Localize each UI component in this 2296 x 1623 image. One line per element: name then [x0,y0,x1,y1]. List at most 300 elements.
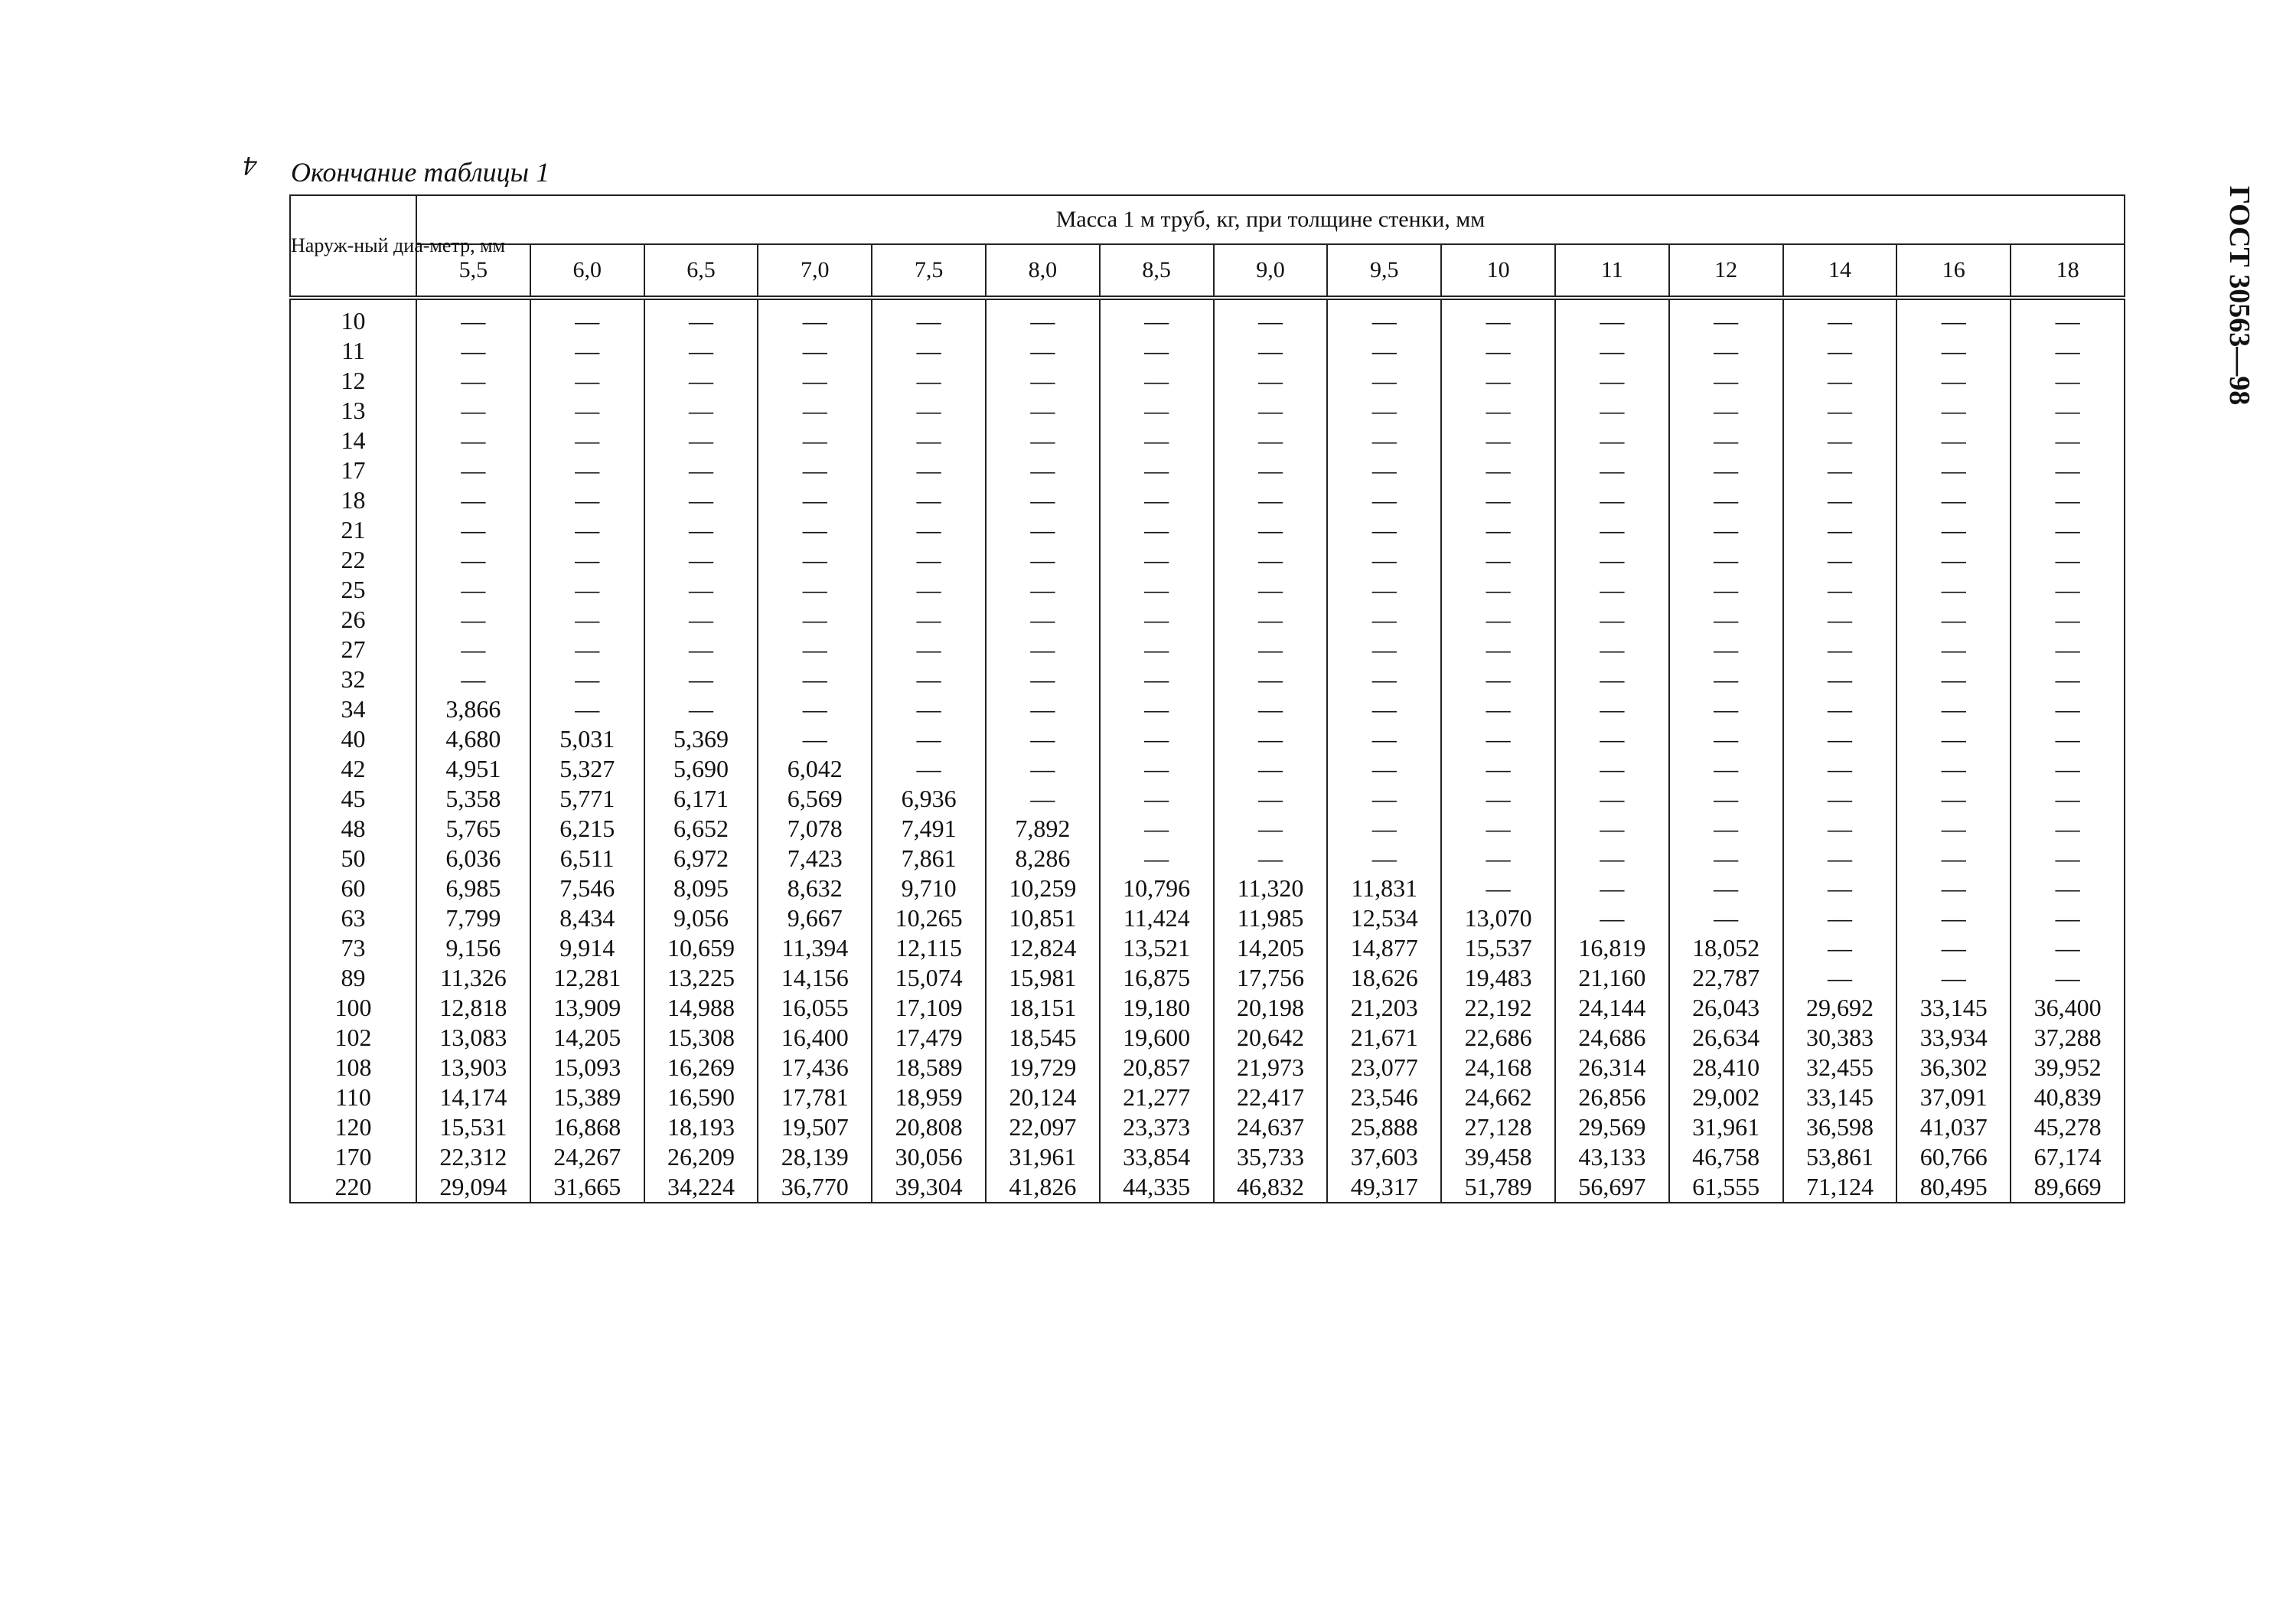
mass-cell: 60,766 [1896,1142,2011,1172]
mass-cell: — [758,575,872,605]
mass-cell: 14,205 [1214,933,1328,963]
mass-cell: 21,160 [1555,963,1669,993]
mass-cell: — [986,515,1100,545]
mass-cell: — [758,426,872,456]
mass-cell: — [644,396,758,426]
mass-cell: 28,410 [1669,1053,1783,1083]
mass-cell: — [530,426,644,456]
mass-cell: 13,070 [1441,903,1555,933]
mass-cell: 43,133 [1555,1142,1669,1172]
diameter-cell: 63 [290,903,416,933]
mass-cell: — [1100,844,1214,874]
mass-cell: — [986,635,1100,665]
thickness-header: 5,5 [416,244,530,298]
mass-cell: — [644,366,758,396]
mass-cell: — [1441,635,1555,665]
mass-cell: 25,888 [1327,1112,1441,1142]
mass-cell: 7,799 [416,903,530,933]
mass-cell: 17,479 [872,1023,986,1053]
mass-cell: 9,056 [644,903,758,933]
mass-cell: 24,686 [1555,1023,1669,1053]
mass-cell: — [1669,724,1783,754]
mass-cell: — [1100,336,1214,366]
thickness-header: 8,5 [1100,244,1214,298]
pipe-mass-table [289,194,2125,1203]
table-row [290,426,2125,456]
mass-cell: — [1783,963,1897,993]
mass-cell: — [1555,724,1669,754]
mass-cell: — [872,485,986,515]
mass-cell: — [758,605,872,635]
mass-cell: 8,286 [986,844,1100,874]
mass-cell: — [2011,814,2125,844]
mass-cell: — [530,366,644,396]
mass-cell: — [1783,724,1897,754]
mass-cell: 41,826 [986,1172,1100,1203]
mass-cell: — [1214,336,1328,366]
mass-cell: — [1896,694,2011,724]
thickness-header: 11 [1555,244,1669,298]
mass-cell: 53,861 [1783,1142,1897,1172]
mass-cell: 9,667 [758,903,872,933]
mass-cell: — [1441,844,1555,874]
mass-cell: — [1214,754,1328,784]
table-body [290,298,2125,1203]
mass-cell: — [1214,844,1328,874]
mass-cell: 7,892 [986,814,1100,844]
mass-cell: — [1783,336,1897,366]
mass-cell: — [644,635,758,665]
mass-cell: — [1214,456,1328,485]
mass-cell: 10,659 [644,933,758,963]
mass-cell: 15,537 [1441,933,1555,963]
mass-cell: — [1896,814,2011,844]
mass-cell: — [530,298,644,336]
mass-cell: — [1669,694,1783,724]
mass-cell: — [1669,396,1783,426]
diameter-cell: 48 [290,814,416,844]
mass-cell: 26,856 [1555,1083,1669,1112]
mass-cell: — [1327,426,1441,456]
diameter-cell: 100 [290,993,416,1023]
diameter-cell: 26 [290,605,416,635]
mass-cell: 4,680 [416,724,530,754]
mass-cell: — [1441,814,1555,844]
mass-cell: 29,002 [1669,1083,1783,1112]
mass-cell: — [2011,724,2125,754]
thickness-header: 9,0 [1214,244,1328,298]
mass-cell: 23,546 [1327,1083,1441,1112]
mass-cell: 13,083 [416,1023,530,1053]
mass-cell: 30,383 [1783,1023,1897,1053]
mass-cell: — [1669,814,1783,844]
mass-cell: — [1555,694,1669,724]
table-row [290,903,2125,933]
mass-cell: 18,959 [872,1083,986,1112]
table-row [290,754,2125,784]
mass-cell: — [644,605,758,635]
mass-cell: — [758,724,872,754]
mass-cell: — [1896,963,2011,993]
mass-cell: 33,145 [1783,1083,1897,1112]
mass-cell: 5,765 [416,814,530,844]
mass-cell: 20,198 [1214,993,1328,1023]
mass-cell: — [986,605,1100,635]
mass-cell: — [758,298,872,336]
diameter-cell: 108 [290,1053,416,1083]
mass-cell: — [1896,575,2011,605]
mass-cell: — [2011,754,2125,784]
mass-cell: 12,115 [872,933,986,963]
mass-cell: 11,320 [1214,874,1328,903]
mass-cell: — [416,665,530,694]
mass-cell: — [1214,635,1328,665]
mass-cell: — [1100,298,1214,336]
mass-cell: 5,369 [644,724,758,754]
mass-cell: 4,951 [416,754,530,784]
mass-cell: — [758,635,872,665]
mass-cell: — [758,485,872,515]
mass-cell: — [1783,366,1897,396]
thickness-header: 8,0 [986,244,1100,298]
mass-cell: — [1555,635,1669,665]
mass-cell: 24,144 [1555,993,1669,1023]
mass-cell: 18,052 [1669,933,1783,963]
mass-cell: — [416,515,530,545]
mass-cell: — [416,575,530,605]
mass-cell: — [1669,426,1783,456]
mass-cell: 7,861 [872,844,986,874]
mass-cell: — [1214,694,1328,724]
mass-cell: — [1441,724,1555,754]
mass-cell: 7,423 [758,844,872,874]
mass-cell: 26,634 [1669,1023,1783,1053]
mass-cell: 12,534 [1327,903,1441,933]
mass-cell: 36,302 [1896,1053,2011,1083]
thickness-header: 7,0 [758,244,872,298]
mass-cell: — [644,545,758,575]
mass-cell: — [1100,575,1214,605]
mass-cell: 7,546 [530,874,644,903]
mass-cell: — [986,298,1100,336]
mass-cell: — [530,456,644,485]
mass-cell: — [1783,456,1897,485]
mass-cell: — [1555,754,1669,784]
mass-cell: — [1214,665,1328,694]
mass-cell: 45,278 [2011,1112,2125,1142]
mass-cell: — [1327,485,1441,515]
mass-cell: — [1783,874,1897,903]
mass-cell: — [2011,903,2125,933]
mass-cell: — [530,665,644,694]
mass-cell: — [872,298,986,336]
mass-cell: — [986,784,1100,814]
mass-cell: — [2011,515,2125,545]
mass-cell: — [1214,605,1328,635]
table-row [290,665,2125,694]
mass-cell: — [1896,665,2011,694]
mass-cell: 15,308 [644,1023,758,1053]
mass-cell: — [1100,545,1214,575]
mass-cell: — [1441,396,1555,426]
mass-cell: — [2011,575,2125,605]
mass-cell: — [872,724,986,754]
mass-cell: — [1783,844,1897,874]
mass-cell: 40,839 [2011,1083,2125,1112]
mass-cell: 6,569 [758,784,872,814]
table-row [290,1023,2125,1053]
mass-cell: 39,952 [2011,1053,2125,1083]
mass-cell: 31,961 [986,1142,1100,1172]
mass-cell: 37,288 [2011,1023,2125,1053]
mass-cell: — [1555,366,1669,396]
thickness-header: 10 [1441,244,1555,298]
mass-cell: — [1441,754,1555,784]
header-row-thickness [290,244,2125,298]
mass-cell: 21,203 [1327,993,1441,1023]
mass-cell: — [1555,396,1669,426]
mass-cell: — [1327,844,1441,874]
mass-cell: — [1441,456,1555,485]
mass-cell: — [1555,575,1669,605]
mass-cell: 39,304 [872,1172,986,1203]
mass-cell: — [1783,298,1897,336]
mass-cell: — [986,665,1100,694]
diameter-cell: 40 [290,724,416,754]
mass-cell: 5,358 [416,784,530,814]
mass-group-header: Масса 1 м труб, кг, при толщине стенки, мм [416,195,2125,244]
mass-cell: 29,569 [1555,1112,1669,1142]
mass-cell: 16,875 [1100,963,1214,993]
mass-cell: — [1783,485,1897,515]
mass-cell: — [986,724,1100,754]
mass-cell: — [2011,933,2125,963]
mass-cell: — [1327,754,1441,784]
mass-cell: — [1214,485,1328,515]
mass-cell: 8,095 [644,874,758,903]
mass-cell: — [1100,754,1214,784]
mass-cell: 20,124 [986,1083,1100,1112]
mass-cell: — [1783,694,1897,724]
mass-cell: — [1669,515,1783,545]
mass-cell: 51,789 [1441,1172,1555,1203]
mass-cell: 16,819 [1555,933,1669,963]
mass-cell: 15,093 [530,1053,644,1083]
mass-cell: — [644,694,758,724]
mass-cell: — [1327,545,1441,575]
mass-cell: — [872,605,986,635]
mass-cell: — [530,485,644,515]
thickness-header: 9,5 [1327,244,1441,298]
mass-cell: — [644,336,758,366]
mass-cell: — [2011,366,2125,396]
mass-cell: 22,312 [416,1142,530,1172]
mass-cell: — [1327,635,1441,665]
mass-cell: 5,771 [530,784,644,814]
mass-cell: — [1555,605,1669,635]
mass-cell: 8,632 [758,874,872,903]
mass-cell: 23,373 [1100,1112,1214,1142]
mass-cell: 16,868 [530,1112,644,1142]
mass-cell: 24,267 [530,1142,644,1172]
mass-cell: 11,831 [1327,874,1441,903]
table-row [290,844,2125,874]
mass-cell: — [1669,336,1783,366]
mass-cell: — [1669,456,1783,485]
mass-cell: — [1100,784,1214,814]
table-row [290,456,2125,485]
mass-cell: — [1783,515,1897,545]
mass-cell: — [1214,515,1328,545]
mass-cell: — [1555,298,1669,336]
mass-cell: 24,662 [1441,1083,1555,1112]
mass-cell: — [1783,754,1897,784]
mass-cell: 6,972 [644,844,758,874]
mass-cell: 16,590 [644,1083,758,1112]
mass-cell: 19,507 [758,1112,872,1142]
mass-cell: 16,400 [758,1023,872,1053]
mass-cell: 30,056 [872,1142,986,1172]
mass-cell: — [1327,515,1441,545]
table-row [290,635,2125,665]
mass-cell: — [1669,545,1783,575]
mass-cell: 13,903 [416,1053,530,1083]
mass-cell: 22,417 [1214,1083,1328,1112]
diameter-cell: 17 [290,456,416,485]
mass-cell: 49,317 [1327,1172,1441,1203]
mass-cell: 80,495 [1896,1172,2011,1203]
mass-cell: — [1669,635,1783,665]
mass-cell: — [1327,784,1441,814]
thickness-header: 18 [2011,244,2125,298]
mass-cell: 19,483 [1441,963,1555,993]
mass-cell: 36,770 [758,1172,872,1203]
mass-cell: — [1100,665,1214,694]
mass-cell: 18,626 [1327,963,1441,993]
mass-cell: — [416,456,530,485]
mass-cell: — [1896,366,2011,396]
mass-cell: — [1555,874,1669,903]
mass-cell: 3,866 [416,694,530,724]
mass-cell: — [1214,426,1328,456]
mass-cell: 12,281 [530,963,644,993]
thickness-header: 16 [1896,244,2011,298]
mass-cell: — [1100,366,1214,396]
mass-cell: — [644,515,758,545]
mass-cell: — [1214,298,1328,336]
mass-cell: — [644,665,758,694]
mass-cell: — [986,396,1100,426]
mass-cell: — [644,485,758,515]
mass-cell: 14,205 [530,1023,644,1053]
mass-cell: 6,511 [530,844,644,874]
mass-cell: — [1327,694,1441,724]
mass-cell: 17,756 [1214,963,1328,993]
mass-cell: — [1100,694,1214,724]
mass-cell: — [1100,515,1214,545]
mass-cell: — [1783,933,1897,963]
mass-cell: — [1896,298,2011,336]
table-row [290,1053,2125,1083]
diameter-cell: 89 [290,963,416,993]
mass-cell: 21,973 [1214,1053,1328,1083]
mass-cell: — [758,396,872,426]
mass-cell: — [872,665,986,694]
mass-cell: — [1783,396,1897,426]
mass-cell: 21,277 [1100,1083,1214,1112]
diameter-cell: 50 [290,844,416,874]
mass-cell: — [2011,298,2125,336]
mass-cell: 29,094 [416,1172,530,1203]
mass-cell: 56,697 [1555,1172,1669,1203]
mass-cell: — [1896,456,2011,485]
diameter-cell: 45 [290,784,416,814]
mass-cell: 24,637 [1214,1112,1328,1142]
mass-cell: — [2011,485,2125,515]
mass-cell: — [1100,724,1214,754]
mass-cell: — [872,575,986,605]
diameter-cell: 14 [290,426,416,456]
diameter-cell: 12 [290,366,416,396]
mass-cell: — [986,575,1100,605]
page-number: 4 [243,151,257,181]
header-row-group [290,195,2125,244]
mass-cell: — [1100,485,1214,515]
mass-cell: 11,326 [416,963,530,993]
mass-cell: — [416,635,530,665]
mass-cell: — [416,366,530,396]
mass-cell: — [530,635,644,665]
mass-cell: 20,857 [1100,1053,1214,1083]
mass-cell: — [872,396,986,426]
mass-cell: 31,961 [1669,1112,1783,1142]
mass-cell: — [872,515,986,545]
mass-cell: — [1441,426,1555,456]
mass-cell: — [1669,754,1783,784]
mass-cell: 67,174 [2011,1142,2125,1172]
mass-cell: — [2011,963,2125,993]
table-row [290,545,2125,575]
mass-cell: — [1100,456,1214,485]
mass-cell: 7,078 [758,814,872,844]
diameter-cell: 27 [290,635,416,665]
mass-cell: — [1327,814,1441,844]
table-row [290,485,2125,515]
mass-cell: 27,128 [1441,1112,1555,1142]
mass-cell: — [416,336,530,366]
mass-cell: — [1327,724,1441,754]
mass-cell: — [2011,665,2125,694]
mass-cell: 11,424 [1100,903,1214,933]
mass-cell: — [1783,426,1897,456]
mass-cell: 18,545 [986,1023,1100,1053]
table-row [290,575,2125,605]
mass-cell: — [530,515,644,545]
mass-cell: — [1555,426,1669,456]
mass-cell: — [644,456,758,485]
mass-cell: 71,124 [1783,1172,1897,1203]
mass-cell: — [416,605,530,635]
mass-cell: — [1100,605,1214,635]
mass-cell: — [986,694,1100,724]
table-row [290,784,2125,814]
mass-cell: 15,389 [530,1083,644,1112]
mass-cell: 9,710 [872,874,986,903]
mass-cell: — [1100,396,1214,426]
mass-cell: — [1783,784,1897,814]
diameter-cell: 13 [290,396,416,426]
mass-cell: 6,042 [758,754,872,784]
